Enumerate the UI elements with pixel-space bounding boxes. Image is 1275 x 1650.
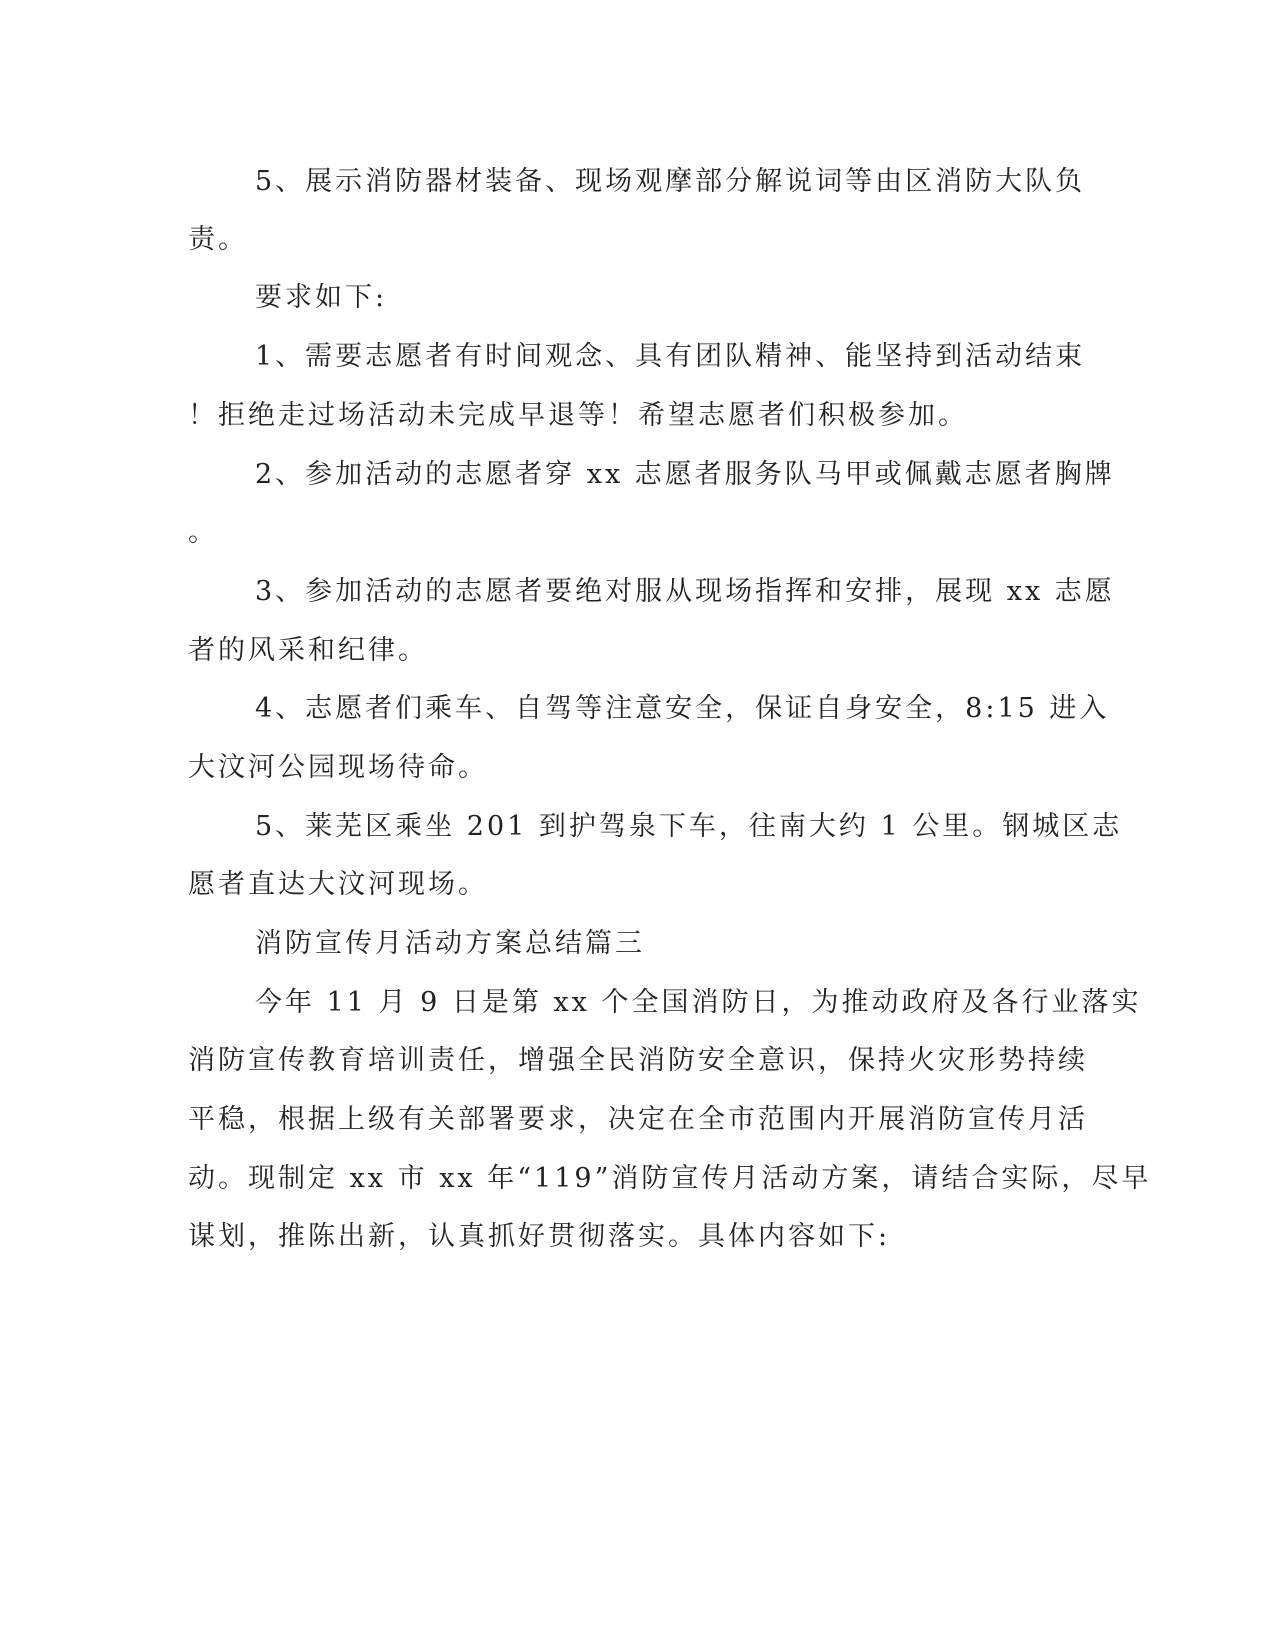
requirement-5-line2: 愿者直达大汶河现场。 bbox=[188, 869, 488, 900]
intro-paragraph-line4: 动。现制定 xx 市 xx 年“119”消防宣传月活动方案，请结合实际，尽早 bbox=[188, 1163, 1152, 1194]
requirement-1-line1: 1、需要志愿者有时间观念、具有团队精神、能坚持到活动结束 bbox=[255, 341, 1086, 372]
requirement-2-line2: 。 bbox=[188, 517, 218, 548]
requirement-5-line1: 5、莱芜区乘坐 201 到护驾泉下车，往南大约 1 公里。钢城区志 bbox=[255, 811, 1123, 842]
requirement-4-line1: 4、志愿者们乘车、自驾等注意安全，保证自身安全，8:15 进入 bbox=[255, 693, 1110, 724]
section-title: 消防宣传月活动方案总结篇三 bbox=[255, 928, 645, 959]
requirement-1-line2: ！拒绝走过场活动未完成早退等！希望志愿者们积极参加。 bbox=[188, 400, 968, 431]
requirement-3-line1: 3、参加活动的志愿者要绝对服从现场指挥和安排，展现 xx 志愿 bbox=[255, 576, 1115, 607]
intro-paragraph-line1: 今年 11 月 9 日是第 xx 个全国消防日，为推动政府及各行业落实 bbox=[255, 987, 1142, 1018]
paragraph-item5-line2: 责。 bbox=[188, 224, 248, 255]
requirement-3-line2: 者的风采和纪律。 bbox=[188, 635, 428, 666]
intro-paragraph-line3: 平稳，根据上级有关部署要求，决定在全市范围内开展消防宣传月活 bbox=[188, 1104, 1088, 1135]
requirements-heading: 要求如下: bbox=[255, 282, 388, 313]
intro-paragraph-line5: 谋划，推陈出新，认真抓好贯彻落实。具体内容如下: bbox=[188, 1221, 891, 1252]
paragraph-item5-line1: 5、展示消防器材装备、现场观摩部分解说词等由区消防大队负 bbox=[255, 166, 1086, 197]
intro-paragraph-line2: 消防宣传教育培训责任，增强全民消防安全意识，保持火灾形势持续 bbox=[188, 1045, 1088, 1076]
requirement-2-line1: 2、参加活动的志愿者穿 xx 志愿者服务队马甲或佩戴志愿者胸牌 bbox=[255, 459, 1115, 490]
requirement-4-line2: 大汶河公园现场待命。 bbox=[188, 752, 488, 783]
